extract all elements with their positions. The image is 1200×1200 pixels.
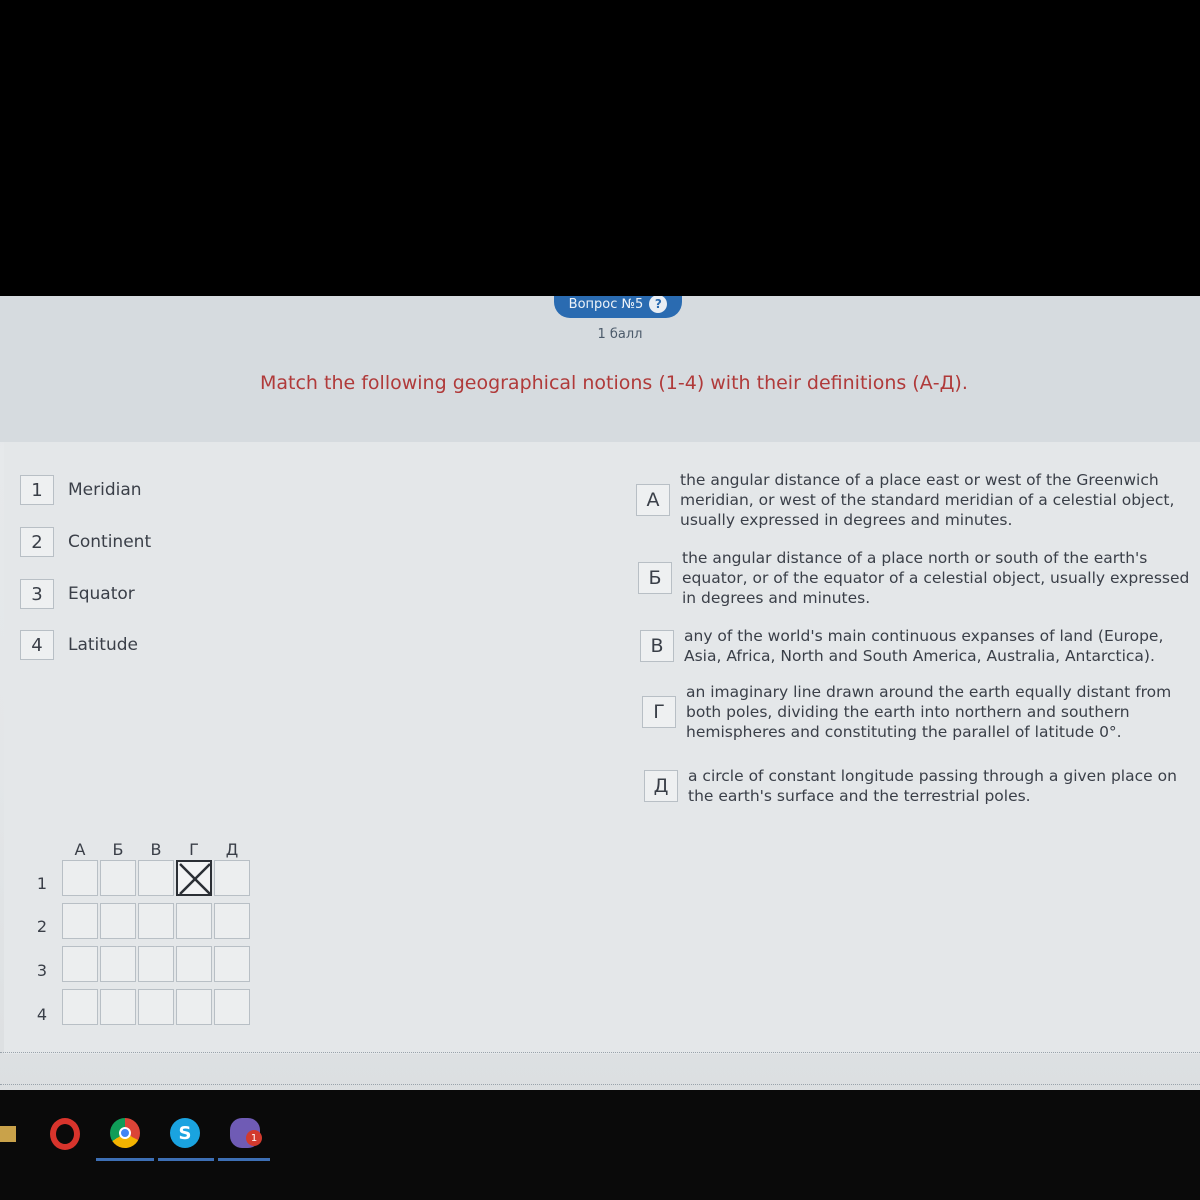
grid-column-label: В <box>150 840 162 859</box>
chrome-icon[interactable] <box>110 1118 140 1148</box>
answer-cell-1-d[interactable] <box>214 860 250 896</box>
answer-cell-1-g[interactable] <box>176 860 212 896</box>
points-label: 1 балл <box>597 327 643 342</box>
answer-cell-2-g[interactable] <box>176 903 212 939</box>
answer-cell-4-a[interactable] <box>62 989 98 1025</box>
answer-cell-4-v[interactable] <box>138 989 174 1025</box>
answer-cell-3-d[interactable] <box>214 946 250 982</box>
notion-label: Latitude <box>68 635 138 655</box>
answer-cell-3-b[interactable] <box>100 946 136 982</box>
definition-letter: Б <box>638 562 672 594</box>
active-indicator <box>218 1158 270 1161</box>
answer-cell-2-b[interactable] <box>100 903 136 939</box>
answer-cell-2-d[interactable] <box>214 903 250 939</box>
notion-label: Meridian <box>68 480 142 500</box>
divider <box>0 1052 1200 1053</box>
definition-letter: Д <box>644 770 678 802</box>
check-cross-icon <box>178 862 214 898</box>
answer-cell-1-v[interactable] <box>138 860 174 896</box>
notion-number: 4 <box>20 630 54 660</box>
answer-cell-3-a[interactable] <box>62 946 98 982</box>
active-indicator <box>96 1158 154 1161</box>
file-manager-icon[interactable] <box>0 1126 16 1142</box>
grid-row-label: 3 <box>36 961 48 980</box>
active-indicator <box>158 1158 214 1161</box>
definition-text: the angular distance of a place east or west of the Greenwich meridian, or west of the standard meridian of a celestial object, usually expressed in degrees and minutes. <box>680 471 1175 529</box>
answer-cell-1-a[interactable] <box>62 860 98 896</box>
definition-text: the angular distance of a place north or south of the earth's equator, or of the equator of a celestial object, usually expressed in degrees and minutes. <box>682 549 1190 607</box>
answer-cell-2-a[interactable] <box>62 903 98 939</box>
notion-number: 2 <box>20 527 54 557</box>
notion-number: 3 <box>20 579 54 609</box>
definition-item-d <box>644 766 1196 806</box>
answer-cell-4-b[interactable] <box>100 989 136 1025</box>
grid-row-label: 2 <box>36 917 48 936</box>
answer-cell-2-v[interactable] <box>138 903 174 939</box>
answer-cell-3-g[interactable] <box>176 946 212 982</box>
notion-item-3 <box>20 579 135 609</box>
opera-icon[interactable] <box>50 1118 80 1150</box>
grid-column-label: Б <box>112 840 124 859</box>
question-number-badge <box>554 296 682 318</box>
notion-item-4 <box>20 630 138 660</box>
definition-text: an imaginary line drawn around the earth equally distant from both poles, dividing the earth into northern and southern hemispheres and constituting the parallel of latitude 0°. <box>686 683 1172 741</box>
divider <box>0 1084 1200 1085</box>
notion-label: Continent <box>68 532 152 552</box>
skype-icon[interactable]: S <box>170 1118 200 1148</box>
question-text: Match the following geographical notions (1-4) with their definitions (А-Д). <box>260 372 968 394</box>
grid-row-label: 1 <box>36 874 48 893</box>
definition-item-a <box>636 470 1176 530</box>
answer-cell-4-g[interactable] <box>176 989 212 1025</box>
definition-item-b <box>638 548 1194 608</box>
definition-text: any of the world's main continuous expanses of land (Europe, Asia, Africa, North and South America, Australia, Antarctica). <box>684 627 1164 665</box>
notion-item-2 <box>20 527 151 557</box>
notion-label: Equator <box>68 584 135 604</box>
grid-column-label: А <box>74 840 86 859</box>
notification-badge: 1 <box>246 1130 262 1146</box>
definition-letter: Г <box>642 696 676 728</box>
grid-column-label: Г <box>189 840 199 859</box>
definition-letter: В <box>640 630 674 662</box>
help-icon[interactable]: ? <box>649 296 667 313</box>
definition-item-v <box>640 626 1192 666</box>
viber-icon[interactable] <box>230 1118 260 1148</box>
definition-text: a circle of constant longitude passing through a given place on the earth's surface and the terrestrial poles. <box>688 767 1177 805</box>
grid-row-label: 4 <box>36 1005 48 1024</box>
answer-cell-1-b[interactable] <box>100 860 136 896</box>
definition-item-g <box>642 682 1194 742</box>
grid-column-label: Д <box>225 840 239 859</box>
notion-item-1 <box>20 475 142 505</box>
answer-cell-3-v[interactable] <box>138 946 174 982</box>
definition-letter: А <box>636 484 670 516</box>
notion-number: 1 <box>20 475 54 505</box>
answer-cell-4-d[interactable] <box>214 989 250 1025</box>
quiz-screen <box>0 296 1200 1090</box>
question-number-label: Вопрос №5 <box>568 296 644 312</box>
